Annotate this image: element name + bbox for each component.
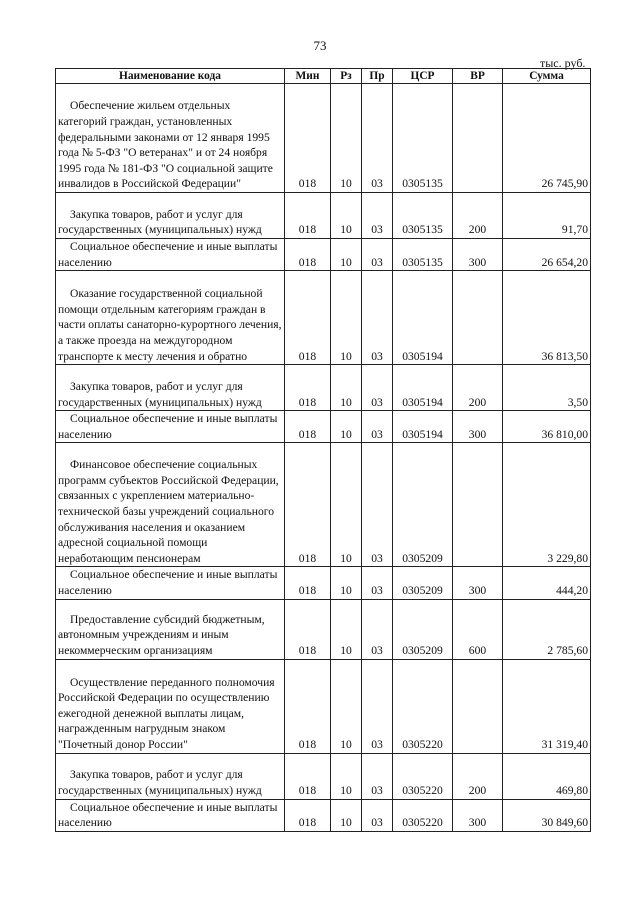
row-sum: 444,20	[503, 567, 591, 599]
row-name-text: Социальное обеспечение и иные выплаты населению	[58, 800, 278, 830]
row-csr: 0305194	[393, 365, 453, 411]
row-vr	[453, 659, 503, 753]
row-sum: 26 745,90	[503, 84, 591, 193]
row-vr	[453, 271, 503, 365]
row-sum: 36 813,50	[503, 271, 591, 365]
row-pr: 03	[362, 239, 393, 271]
row-pr: 03	[362, 567, 393, 599]
row-vr: 200	[453, 753, 503, 799]
row-csr: 0305194	[393, 271, 453, 365]
row-rz: 10	[331, 599, 362, 659]
row-vr	[453, 443, 503, 567]
row-vr: 200	[453, 365, 503, 411]
row-pr: 03	[362, 799, 393, 831]
row-sum: 36 810,00	[503, 411, 591, 443]
row-csr: 0305135	[393, 239, 453, 271]
row-vr	[453, 84, 503, 193]
row-name	[56, 411, 285, 443]
row-name-text: Осуществление переданного полномочия Российской Федерации по осуществлению ежегодной денежной выплаты лицам, награжденным нагрудным знаком "Почетный донор России"	[58, 675, 275, 751]
row-name-text: Социальное обеспечение и иные выплаты населению	[58, 240, 278, 269]
row-pr: 03	[362, 193, 393, 239]
row-name	[56, 659, 285, 753]
row-min: 018	[285, 84, 331, 193]
row-vr: 300	[453, 411, 503, 443]
header-name: Наименование кода	[56, 69, 285, 84]
row-csr: 0305220	[393, 659, 453, 753]
header-rz: Рз	[331, 69, 362, 84]
table-row	[56, 84, 591, 193]
row-rz: 10	[331, 239, 362, 271]
row-rz: 10	[331, 193, 362, 239]
table-row	[56, 443, 591, 567]
row-csr: 0305209	[393, 567, 453, 599]
row-csr: 0305209	[393, 599, 453, 659]
row-csr: 0305135	[393, 193, 453, 239]
row-csr: 0305209	[393, 443, 453, 567]
row-pr: 03	[362, 599, 393, 659]
row-sum: 3 229,80	[503, 443, 591, 567]
table-row	[56, 411, 591, 443]
row-name	[56, 271, 285, 365]
row-name-text: Закупка товаров, работ и услуг для государственных (муниципальных) нужд	[58, 380, 262, 409]
row-name-text: Закупка товаров, работ и услуг для государственных (муниципальных) нужд	[58, 207, 262, 237]
row-name	[56, 443, 285, 567]
row-rz: 10	[331, 567, 362, 599]
table-row	[56, 193, 591, 239]
table-row	[56, 599, 591, 659]
row-min: 018	[285, 365, 331, 411]
row-name-text: Оказание государственной социальной помощи отдельным категориям граждан в части оплаты санаторно-курортного лечения, а также проезда на междугородном транспорте к месту лечения и обратно	[58, 287, 282, 363]
row-min: 018	[285, 239, 331, 271]
row-name	[56, 239, 285, 271]
table-row	[56, 365, 591, 411]
page-number: 73	[313, 38, 327, 53]
table-row	[56, 271, 591, 365]
row-pr: 03	[362, 443, 393, 567]
header-vr: ВР	[453, 69, 503, 84]
row-csr: 0305194	[393, 411, 453, 443]
row-min: 018	[285, 753, 331, 799]
row-rz: 10	[331, 659, 362, 753]
row-min: 018	[285, 659, 331, 753]
row-sum: 26 654,20	[503, 239, 591, 271]
row-min: 018	[285, 599, 331, 659]
row-rz: 10	[331, 411, 362, 443]
row-min: 018	[285, 799, 331, 831]
header-row	[56, 69, 591, 84]
table-row	[56, 239, 591, 271]
row-name	[56, 365, 285, 411]
row-name	[56, 599, 285, 659]
row-name-text: Финансовое обеспечение социальных программ субъектов Российской Федерации, связанных с укреплением материально-технической базы учреждений социального обслуживания населения и оказанием адресной социальной помощи неработающим пенсионерам	[58, 458, 279, 565]
row-vr: 300	[453, 799, 503, 831]
row-csr: 0305220	[393, 799, 453, 831]
table-row	[56, 567, 591, 599]
header-sum: Сумма	[503, 69, 591, 84]
row-name-text: Обеспечение жильем отдельных категорий граждан, установленных федеральными законами от 12 января 1995 года № 5-ФЗ "О ветеранах" и от 24 ноября 1995 года № 181-ФЗ "О социальной защите инвалидов в Российской Федерации"	[58, 99, 273, 191]
row-min: 018	[285, 567, 331, 599]
table-row	[56, 753, 591, 799]
row-name-text: Предоставление субсидий бюджетным, автономным учреждениям и иным некоммерческим организациям	[58, 612, 265, 657]
row-sum: 31 319,40	[503, 659, 591, 753]
row-name-text: Закупка товаров, работ и услуг для государственных (муниципальных) нужд	[58, 768, 262, 797]
row-pr: 03	[362, 411, 393, 443]
row-sum: 30 849,60	[503, 799, 591, 831]
row-vr: 300	[453, 239, 503, 271]
table-row	[56, 799, 591, 831]
row-pr: 03	[362, 753, 393, 799]
row-name-text: Социальное обеспечение и иные выплаты населению	[58, 568, 278, 597]
row-min: 018	[285, 443, 331, 567]
row-sum: 469,80	[503, 753, 591, 799]
row-csr: 0305135	[393, 84, 453, 193]
row-name-text: Социальное обеспечение и иные выплаты населению	[58, 412, 278, 441]
row-pr: 03	[362, 84, 393, 193]
budget-table	[55, 68, 591, 832]
row-rz: 10	[331, 799, 362, 831]
row-sum: 3,50	[503, 365, 591, 411]
row-name	[56, 567, 285, 599]
units-label: тыс. руб.	[540, 56, 586, 70]
row-min: 018	[285, 411, 331, 443]
row-min: 018	[285, 193, 331, 239]
row-pr: 03	[362, 659, 393, 753]
row-sum: 91,70	[503, 193, 591, 239]
row-vr: 200	[453, 193, 503, 239]
table-row	[56, 659, 591, 753]
header-csr: ЦСР	[393, 69, 453, 84]
row-rz: 10	[331, 365, 362, 411]
row-rz: 10	[331, 271, 362, 365]
row-min: 018	[285, 271, 331, 365]
row-vr: 300	[453, 567, 503, 599]
row-rz: 10	[331, 443, 362, 567]
row-rz: 10	[331, 84, 362, 193]
header-min: Мин	[285, 69, 331, 84]
header-pr: Пр	[362, 69, 393, 84]
row-name	[56, 799, 285, 831]
row-rz: 10	[331, 753, 362, 799]
row-vr: 600	[453, 599, 503, 659]
row-sum: 2 785,60	[503, 599, 591, 659]
row-pr: 03	[362, 365, 393, 411]
row-pr: 03	[362, 271, 393, 365]
row-name	[56, 193, 285, 239]
row-name	[56, 84, 285, 193]
row-name	[56, 753, 285, 799]
row-csr: 0305220	[393, 753, 453, 799]
